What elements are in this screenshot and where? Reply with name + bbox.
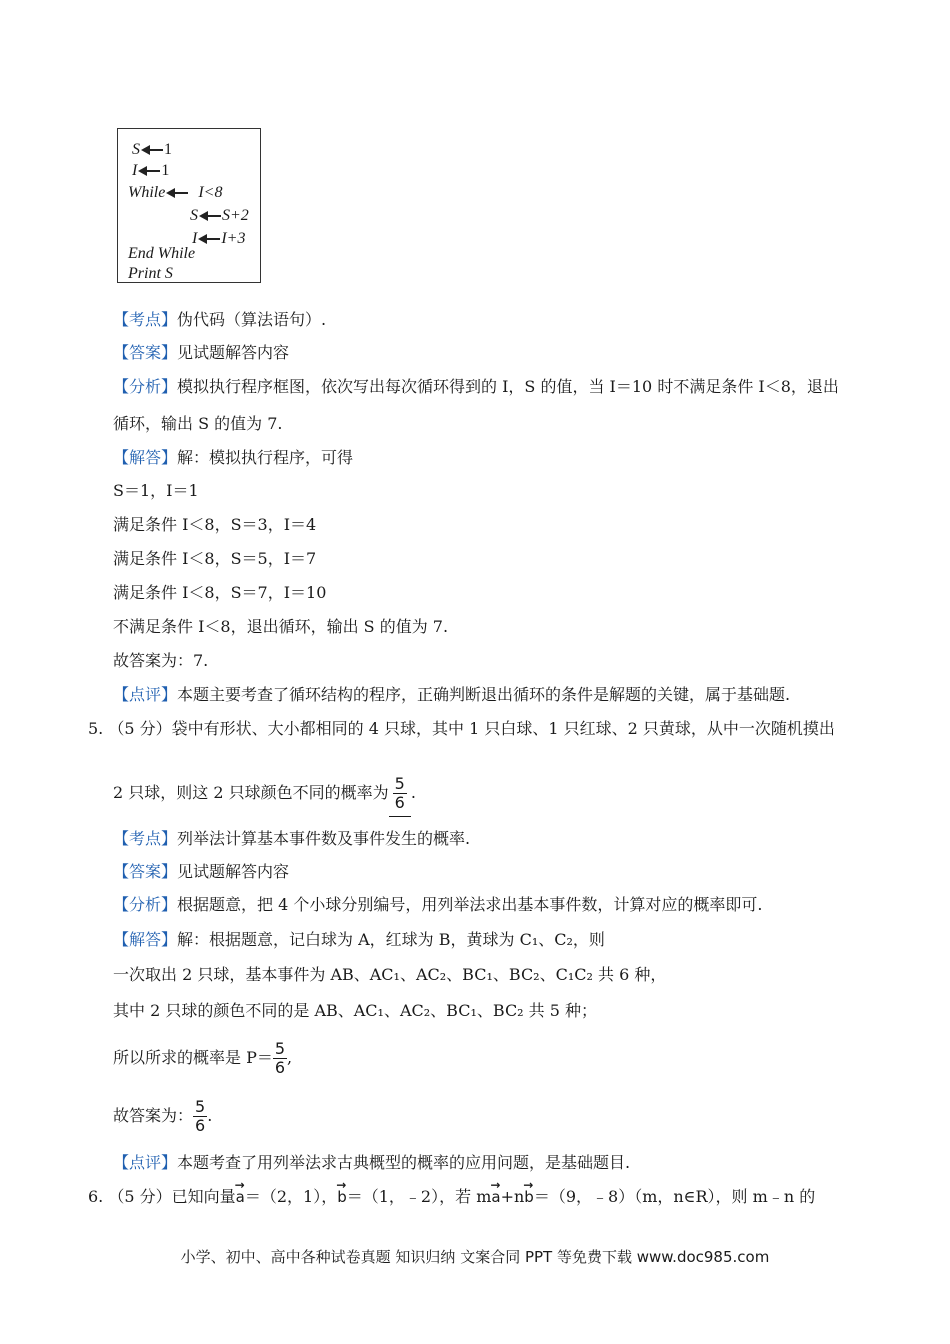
q4-kaodian: 【考点】伪代码（算法语句）. [113, 310, 327, 329]
q5-analysis: 【分析】根据题意，把 4 个小球分别编号，用列举法求出基本事件数，计算对应的概率即可. [113, 895, 763, 914]
vector-a: → a [491, 1187, 500, 1207]
q4-analysis: 【分析】模拟执行程序框图，依次写出每次循环得到的 I，S 的值，当 I＝10 时不满足条件 I＜8，退出 [113, 377, 839, 396]
q5-final-answer: 故答案为： $\frac{5}{6}$ . [113, 1097, 213, 1135]
q5-comment: 【点评】本题考查了用列举法求古典概型的概率的应用问题，是基础题目. [113, 1153, 631, 1172]
code-line-6: End While [128, 245, 196, 262]
q5-stem: 5. （5 分）袋中有形状、大小都相同的 4 只球，其中 1 只白球、1 只红球、2 只黄球，从中一次随机摸出 [88, 719, 835, 738]
code-line-1: S 1 [132, 141, 172, 158]
assign-arrow-icon [166, 188, 188, 198]
fraction: $\frac{5}{6}$ [274, 1039, 286, 1077]
page-footer: 小学、初中、高中各种试卷真题 知识归纳 文案合同 PPT 等免费下载 www.doc985.com [180, 1248, 770, 1266]
assign-arrow-icon [141, 145, 163, 155]
q4-step-2: 满足条件 I＜8，S＝3，I＝4 [113, 515, 317, 534]
vector-a: → a [236, 1187, 245, 1207]
fraction: $\frac{5}{6}$ [195, 1097, 206, 1135]
q4-step-3: 满足条件 I＜8，S＝5，I＝7 [113, 549, 317, 568]
q5-step-1: 一次取出 2 只球，基本事件为 AB、AC₁、AC₂、BC₁、BC₂、C₁C₂ 共 6 种， [113, 965, 667, 984]
assign-arrow-icon [138, 166, 160, 176]
assign-arrow-icon [199, 211, 221, 221]
q5-step-2: 其中 2 只球的颜色不同的是 AB、AC₁、AC₂、BC₁、BC₂ 共 5 种； [113, 1001, 598, 1020]
answer-blank [389, 770, 411, 817]
code-line-3: While I<8 [128, 184, 223, 201]
q5-solution: 【解答】解：根据题意，记白球为 A，红球为 B，黄球为 C₁、C₂，则 [113, 930, 605, 949]
q6-stem: 6. （5 分）已知向量→ a＝（2，1），→ b＝（1，﹣2），若 m→ a+n→ b＝（9，﹣8）（m，n∈R），则 m﹣n 的 [88, 1187, 815, 1207]
code-line-2: I 1 [132, 162, 170, 179]
q4-comment: 【点评】本题主要考查了循环结构的程序，正确判断退出循环的条件是解题的关键，属于基础题. [113, 685, 791, 704]
q4-final-answer: 故答案为：7. [113, 651, 209, 670]
pseudocode-figure [117, 128, 261, 283]
q4-step-1: S＝1，I＝1 [113, 481, 199, 500]
q4-step-4: 满足条件 I＜8，S＝7，I＝10 [113, 583, 327, 602]
q5-answer: 【答案】见试题解答内容 [113, 862, 290, 881]
q5-stem-cont: 2 只球，则这 2 只球颜色不同的概率为 $\frac{5}{6}$ . [113, 770, 416, 817]
vector-b: → b [337, 1187, 347, 1207]
q5-step-3: 所以所求的概率是 P＝ $\frac{5}{6}$ , [113, 1039, 293, 1077]
q4-step-5: 不满足条件 I＜8，退出循环，输出 S 的值为 7. [113, 617, 449, 636]
code-line-4: S S+2 [190, 207, 249, 224]
code-line-7: Print S [128, 265, 173, 282]
q4-analysis-cont: 循环，输出 S 的值为 7. [113, 414, 283, 433]
q4-answer: 【答案】见试题解答内容 [113, 343, 290, 362]
fraction: $\frac{5}{6}$ [394, 774, 405, 812]
assign-arrow-icon [198, 234, 220, 244]
q5-kaodian: 【考点】列举法计算基本事件数及事件发生的概率. [113, 829, 471, 848]
code-line-5: I I+3 [192, 230, 246, 247]
q4-solution: 【解答】解：模拟执行程序，可得 [113, 448, 354, 467]
vector-b: → b [524, 1187, 534, 1207]
